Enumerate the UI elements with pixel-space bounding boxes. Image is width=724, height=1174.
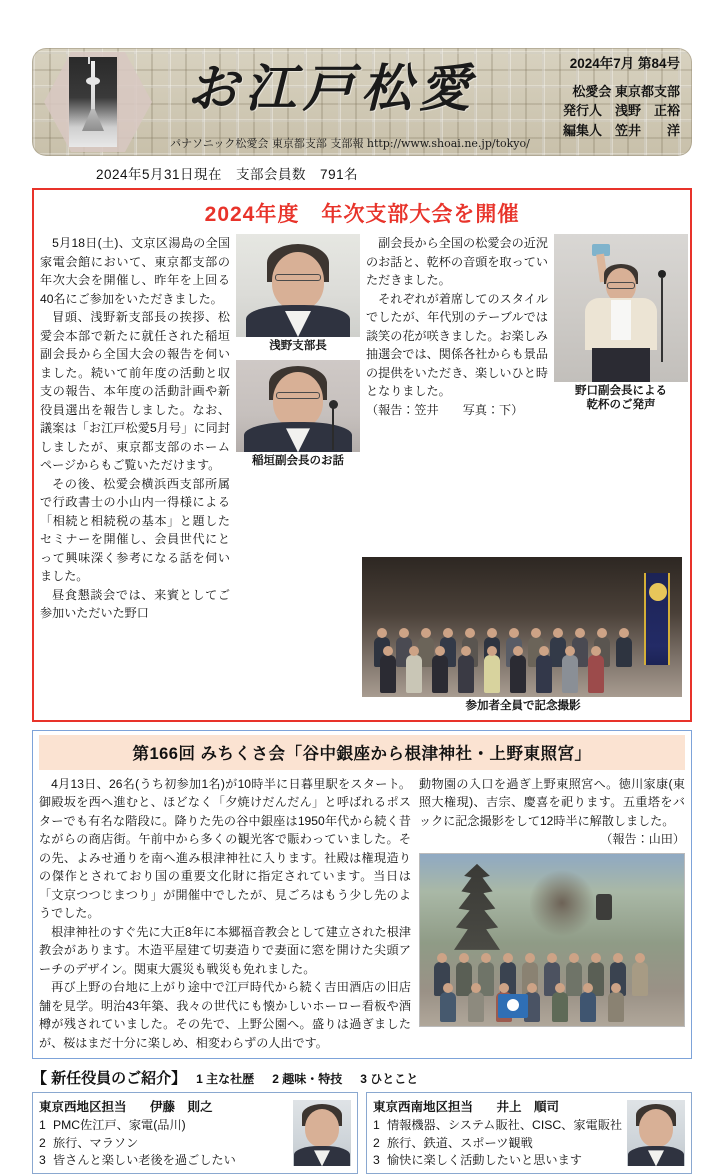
person-figure xyxy=(406,655,422,693)
person-figure xyxy=(440,992,456,1022)
officers-legend-item-3: 3 ひとこと xyxy=(360,1072,419,1087)
person-figure xyxy=(484,655,500,693)
pagoda-group-photo xyxy=(419,853,685,1027)
officer-detail-line xyxy=(39,1152,293,1169)
masthead-subtitle: パナソニック松愛会 東京都支部 支部報 http://www.shoai.ne.jp/tokyo/ xyxy=(170,137,530,150)
article2-paragraph: 動物園の入口を過ぎ上野東照宮へ。徳川家康(東照大権現)、吉宗、慶喜を祀ります。五重塔をバックに記念撮影をして12時半に解散しました。 xyxy=(419,776,685,828)
person-figure xyxy=(468,992,484,1022)
glasses-icon xyxy=(276,392,320,399)
inagaki-portrait-caption: 稲垣副会長のお話 xyxy=(252,455,344,468)
article1-paragraph: それぞれが着席してのスタイルでしたが、年代別のテーブルでは談笑の花が咲きました。お楽しみ抽選会では、関係各社からも景品の提供をいただき、楽しいひと時となりました。 xyxy=(366,291,548,398)
officer-detail-line xyxy=(39,1117,293,1134)
group-photo-caption: 参加者全員で記念撮影 xyxy=(465,699,581,712)
officer-card xyxy=(366,1092,692,1174)
officer-detail-number: 3 xyxy=(373,1153,380,1168)
officer-detail-line xyxy=(373,1152,627,1169)
article2-title: 第166回 みちくさ会「谷中銀座から根津神社・上野東照宮」 xyxy=(39,735,685,770)
group-photo-wrap xyxy=(362,557,684,713)
inagaki-portrait xyxy=(236,360,360,452)
officers-legend-item-1: 1 主な社歴 xyxy=(196,1072,255,1087)
masthead-info xyxy=(563,54,680,140)
article2-column-left xyxy=(39,775,411,1053)
newsletter-page xyxy=(0,48,724,1168)
article1-credit: （報告：笠井 写真：下） xyxy=(366,402,524,417)
article2-right-text xyxy=(419,775,685,849)
officer-detail-number: 1 xyxy=(39,1118,46,1133)
glasses-icon xyxy=(607,282,635,289)
noguchi-caption-line1: 野口副会長による xyxy=(575,385,667,397)
face-shape xyxy=(272,252,324,310)
person-figure xyxy=(458,655,474,693)
asano-portrait xyxy=(236,234,360,337)
officers-heading: 【 新任役員のご紹介】 xyxy=(32,1070,187,1088)
tokyo-skytree-photo xyxy=(69,57,117,147)
officers-legend-item-2: 2 趣味・特技 xyxy=(272,1072,343,1087)
person-figure xyxy=(380,655,396,693)
group-commemorative-photo xyxy=(362,557,682,697)
face-shape xyxy=(273,372,323,428)
article1-paragraph: 昼食懇談会では、来賓としてご参加いただいた野口 xyxy=(40,587,230,620)
publisher-name: 発行人 浅野 正裕 xyxy=(562,103,680,119)
officer-title-row xyxy=(373,1097,627,1115)
officer-name: 井上 順司 xyxy=(496,1100,560,1115)
officer-name: 伊藤 則之 xyxy=(150,1100,213,1115)
officers-legend xyxy=(196,1070,418,1087)
person-figure xyxy=(432,655,448,693)
shirt-shape xyxy=(611,300,631,340)
photo-people-row-front xyxy=(362,637,682,693)
masthead xyxy=(32,48,692,156)
officer-detail-number: 2 xyxy=(373,1135,380,1150)
officer-detail-text: 旅行、鉄道、スポーツ観戦 xyxy=(387,1135,533,1150)
group-flag-icon xyxy=(498,994,528,1018)
flag-emblem-icon xyxy=(507,999,519,1011)
officers-cards xyxy=(32,1092,692,1174)
person-figure xyxy=(608,992,624,1022)
page-title: お江戸松愛 xyxy=(186,59,477,119)
article1-title: 2024年度 年次支部大会を開催 xyxy=(204,203,520,226)
microphone-icon xyxy=(658,270,666,278)
officers-section-header xyxy=(32,1067,692,1088)
person-figure xyxy=(588,655,604,693)
person-figure xyxy=(562,655,578,693)
officer-post: 東京西地区担当 xyxy=(39,1100,127,1115)
officer-post: 東京西南地区担当 xyxy=(373,1100,474,1115)
asano-portrait-caption: 浅野支部長 xyxy=(269,340,327,352)
noguchi-toast-photo xyxy=(554,234,688,382)
issue-number: 2024年7月 第84号 xyxy=(569,56,680,71)
officer-detail-number: 3 xyxy=(39,1153,46,1168)
officer-info xyxy=(39,1097,293,1169)
masthead-banner xyxy=(32,48,692,156)
officer-detail-number: 1 xyxy=(373,1118,380,1133)
noguchi-caption-line2: 乾杯のご発声 xyxy=(586,399,656,412)
officer-detail-text: 皆さんと楽しい老後を過ごしたい xyxy=(53,1153,236,1168)
officer-detail-text: 旅行、マラソン xyxy=(53,1135,139,1150)
microphone-stand-icon xyxy=(661,278,663,362)
article2-paragraph: 4月13日、26名(うち初参加1名)が10時半に日暮里駅をスタート。御殿坂を西へ進むと、ほどなく「夕焼けだんだん」と呼ばれるポスターでも有名な階段に。降りた先の谷中銀座は1950年代から続く昔ながらの商店街。午前中から多くの観光客で賑わっていました。その先、よみせ通りを南へ進み根津神社に入ります。社殿は権現造りの傑作とされており国の重要文化財に指定されています。当日は「文京つつじまつり」が開催中でしたが、見ごろはもう少し先のようでした。 xyxy=(39,776,411,921)
skytree-base-icon xyxy=(82,109,104,131)
person-figure xyxy=(552,992,568,1022)
article2-paragraph: 根津神社のすぐ先に大正8年に本郷福音教会として建立された根津教会があります。木造平屋建て切妻造りで妻面に窓を開けた尖頭アーチのデザイン。関東大震災も戦災も免れました。 xyxy=(39,924,411,976)
officer-detail-line xyxy=(373,1117,627,1134)
officer-info xyxy=(373,1097,627,1169)
inoue-portrait xyxy=(627,1100,685,1166)
officer-detail-line xyxy=(373,1135,627,1152)
trousers-shape xyxy=(592,348,650,382)
organization-name: 松愛会 東京都支部 xyxy=(572,83,680,99)
member-count-line: 2024年5月31日現在 支部会員数 791名 xyxy=(96,167,359,182)
article1-paragraph: 副会長から全国の松愛会の近況のお話と、乾杯の音頭を取っていただきました。 xyxy=(366,236,548,287)
article-annual-meeting xyxy=(32,188,692,722)
article2-column-right xyxy=(419,775,685,1053)
article1-column-left xyxy=(40,234,230,623)
article2-credit: （報告：山田） xyxy=(600,832,685,847)
ceremonial-banner-icon xyxy=(644,573,670,665)
microphone-stand-icon xyxy=(332,408,334,450)
article2-paragraph: 再び上野の台地に上がり途中で江戸時代から続く吉田酒店の旧店舗を見学。明治43年築、我々の世代にも懐かしいホーロー看板や酒樽が残されていました。その先で、上野公園へ。盛りは過ぎましたが、桜はまだ十分に楽しめ、相変わらずの人出です。 xyxy=(39,980,411,1050)
glasses-icon xyxy=(275,274,321,281)
editor-name: 編集人 笠井 洋 xyxy=(562,122,680,138)
officer-title-row xyxy=(39,1097,293,1115)
article1-paragraph: 5月18日(土)、文京区湯島の全国家電会館において、東京都支部の年次大会を開催し、昨年を上回る40名にご参加をいただきました。 xyxy=(40,236,230,306)
officer-card xyxy=(32,1092,358,1174)
officer-detail-text: 情報機器、システム販社、CISC、家電販社 xyxy=(387,1118,623,1133)
publisher-block xyxy=(563,82,680,141)
person-figure xyxy=(580,992,596,1022)
officer-detail-number: 2 xyxy=(39,1135,46,1150)
article1-paragraph: その後、松愛会横浜西支部所属で行政書士の小山内一得様による「相続と相続税の基本」と題したセミナーを開催し、会員世代にとって興味深く参考になる話を伺いました。 xyxy=(40,476,230,583)
officer-detail-text: PMC佐江戸、家電(品川) xyxy=(53,1118,186,1133)
officer-detail-text: 愉快に楽しく活動したいと思います xyxy=(387,1153,582,1168)
photo-people-row-front xyxy=(420,942,684,1022)
article-michikusa-walk xyxy=(32,730,692,1060)
officer-detail-line xyxy=(39,1135,293,1152)
face-shape xyxy=(305,1109,339,1147)
person-figure xyxy=(510,655,526,693)
article1-portraits-column xyxy=(236,234,360,623)
noguchi-photo-caption xyxy=(554,384,688,413)
article2-columns xyxy=(39,775,685,1053)
face-shape xyxy=(639,1109,673,1147)
article1-paragraph: 冒頭、浅野新支部長の挨拶、松愛会本部で新たに就任された稲垣副会長から全国大会の報告を伺いました。続いて前年度の活動と収支の報告、本年度の活動計画や新役員選出を報告しました。なお、議案は「お江戸松愛5月号」に同封しましたが、東京都支部のホームページからもご覧いただけます。 xyxy=(40,310,230,472)
ito-portrait xyxy=(293,1100,351,1166)
person-figure xyxy=(536,655,552,693)
